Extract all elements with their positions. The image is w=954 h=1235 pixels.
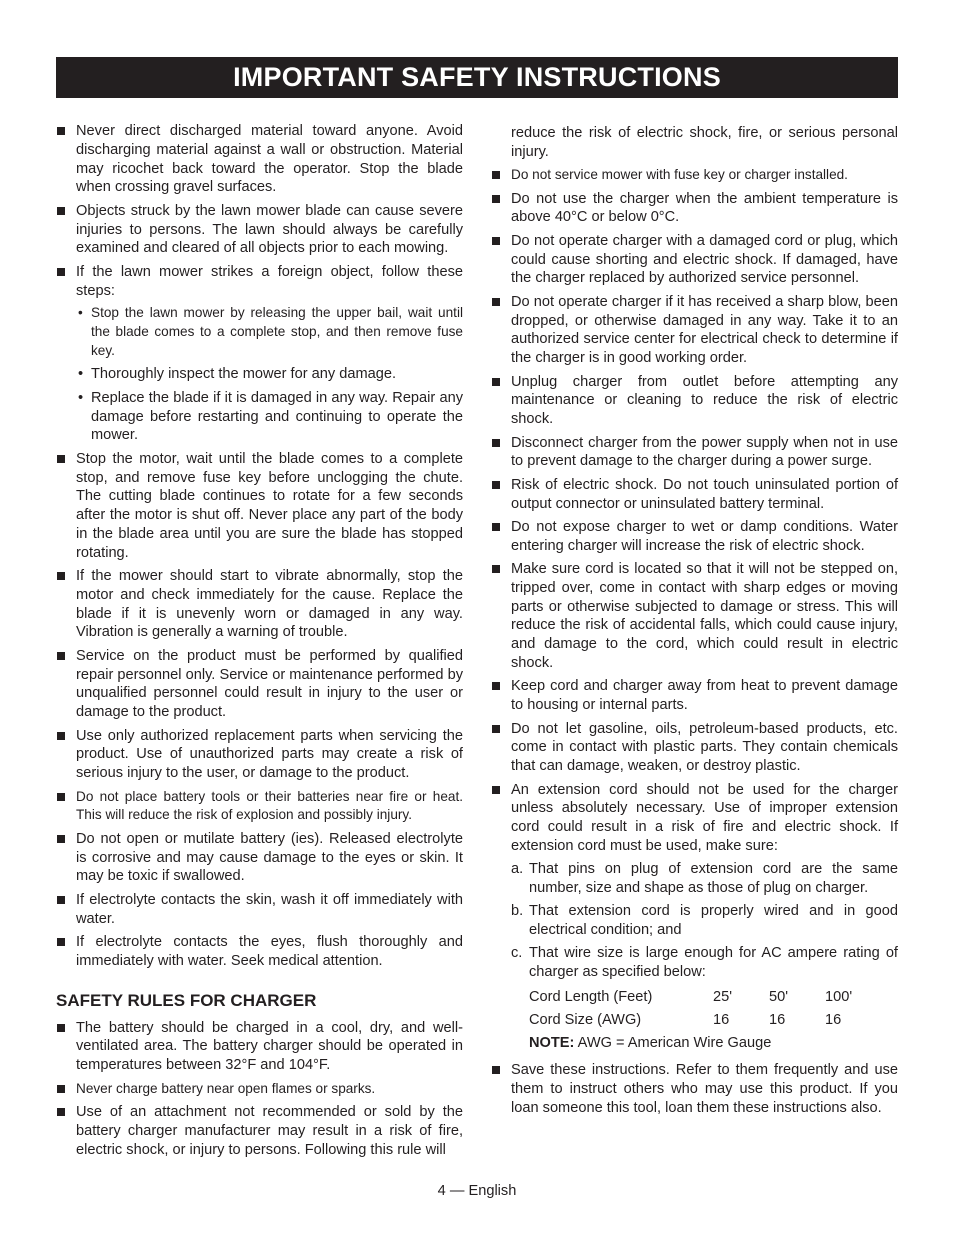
list-item: If electrolyte contacts the skin, wash it off immediately with water. bbox=[56, 891, 463, 929]
sub-list bbox=[76, 304, 463, 445]
list-item: If electrolyte contacts the eyes, flush thoroughly and immediately with water. Seek medical attention. bbox=[56, 933, 463, 971]
list-item: Keep cord and charger away from heat to prevent damage to housing or internal parts. bbox=[491, 677, 898, 715]
list-item: Stop the motor, wait until the blade comes to a complete stop, and remove fuse key before unclogging the chute. The cutting blade continues to rotate for a few seconds after the motor is shut off. Never place any part of the body in the blade area until you are sure the blade has stopped rotating. bbox=[56, 450, 463, 563]
list-item: Do not expose charger to wet or damp conditions. Water entering charger will increase the risk of electric shock. bbox=[491, 518, 898, 556]
list-item: Disconnect charger from the power supply when not in use to prevent damage to the charger during a power surge. bbox=[491, 434, 898, 472]
table-cell: Cord Size (AWG) bbox=[529, 1012, 642, 1029]
safety-list-left bbox=[56, 122, 463, 971]
charger-list-left bbox=[56, 1019, 463, 1160]
list-item-text: An extension cord should not be used for the charger unless absolutely necessary. Use of improper extension cord could result in a risk of fire and electric shock. If extension cord must be used, make sure: bbox=[511, 781, 898, 855]
table-cell: 16 bbox=[825, 1012, 842, 1029]
sub-list-item: • Stop the lawn mower by releasing the upper bail, wait until the blade comes to a complete stop, and then remove fuse key. bbox=[76, 304, 463, 360]
list-item: Do not use the charger when the ambient temperature is above 40°C or below 0°C. bbox=[491, 190, 898, 228]
table-cell: 100' bbox=[825, 989, 853, 1006]
list-item: Make sure cord is located so that it will not be stepped on, tripped over, come in contact with sharp edges or moving parts or otherwise subjected to damage or stress. This will reduce the risk of accidental falls, which could cause injury, and damage to the cord, which could result in electric shock. bbox=[491, 560, 898, 673]
note-text: AWG = American Wire Gauge bbox=[574, 1035, 772, 1052]
list-item: Never charge battery near open flames or sparks. bbox=[56, 1080, 463, 1099]
list-item: Do not let gasoline, oils, petroleum-based products, etc. come in contact with plastic parts. They contain chemicals that can damage, weaken, or destroy plastic. bbox=[491, 720, 898, 776]
sub-list-item bbox=[511, 902, 898, 940]
list-item: Risk of electric shock. Do not touch uninsulated portion of output connector or uninsulated battery terminal. bbox=[491, 476, 898, 514]
charger-list-right bbox=[491, 166, 898, 1117]
list-item: Never direct discharged material toward anyone. Avoid discharging material against a wall or obstruction. Material may ricochet back toward the operator. Stop the blade when crossing gravel surfaces. bbox=[56, 122, 463, 197]
sub-list-item bbox=[511, 944, 898, 982]
sub-list-text: That wire size is large enough for AC ampere rating of charger as specified below: bbox=[529, 945, 898, 980]
note-label: NOTE: bbox=[529, 1035, 575, 1052]
list-item: Do not service mower with fuse key or charger installed. bbox=[491, 166, 898, 185]
right-column bbox=[491, 124, 898, 1122]
page-title: IMPORTANT SAFETY INSTRUCTIONS bbox=[56, 57, 898, 98]
list-item: Save these instructions. Refer to them frequently and use them to instruct others who may use this product. If you loan someone this tool, loan them these instructions also. bbox=[491, 1061, 898, 1117]
sub-list-item: • Replace the blade if it is damaged in any way. Repair any damage before restarting and continuing to operate the mower. bbox=[76, 389, 463, 445]
sub-list-item: • Thoroughly inspect the mower for any damage. bbox=[76, 365, 463, 384]
sub-list-item bbox=[511, 860, 898, 898]
continued-text: reduce the risk of electric shock, fire, or serious personal injury. bbox=[511, 125, 898, 160]
sub-list-label: a. bbox=[511, 860, 524, 877]
cord-size-table bbox=[529, 986, 852, 1032]
list-item-text: If the lawn mower strikes a foreign object, follow these steps: bbox=[76, 263, 463, 299]
list-item: Do not open or mutilate battery (ies). Released electrolyte is corrosive and may cause damage to the eyes or skin. It may be toxic if swallowed. bbox=[56, 830, 463, 886]
list-item bbox=[491, 781, 898, 1054]
list-item: Objects struck by the lawn mower blade can cause severe injuries to persons. The lawn should always be carefully examined and cleared of all objects prior to each mowing. bbox=[56, 202, 463, 258]
table-cell: 16 bbox=[713, 1012, 730, 1029]
list-item: If the mower should start to vibrate abnormally, stop the motor and check immediately for the cause. Replace the blade if it is unevenly worn or damaged in any way. Vibration is generally a warning of trouble. bbox=[56, 567, 463, 642]
sub-list-text: That extension cord is properly wired and in good electrical condition; and bbox=[529, 903, 898, 938]
sub-list-label: b. bbox=[511, 903, 524, 919]
list-item: The battery should be charged in a cool, dry, and well-ventilated area. The battery charger should be operated in temperatures between 32°F and 104°F. bbox=[56, 1019, 463, 1075]
list-item: Unplug charger from outlet before attempting any maintenance or cleaning to reduce the risk of electric shock. bbox=[491, 373, 898, 429]
list-item: Do not operate charger with a damaged cord or plug, which could cause shorting and electric shock. If damaged, have the charger replaced by authorized service personnel. bbox=[491, 232, 898, 288]
table-cell: 16 bbox=[769, 1012, 786, 1029]
table-cell: 50' bbox=[769, 989, 789, 1006]
sub-list-text: That pins on plug of extension cord are the same number, size and shape as those of plug on charger. bbox=[529, 860, 898, 896]
table-row bbox=[529, 986, 852, 1009]
list-item: Use of an attachment not recommended or sold by the battery charger manufacturer may result in a risk of fire, electric shock, or injury to persons. Following this rule will bbox=[56, 1103, 463, 1159]
sub-list bbox=[511, 860, 898, 982]
list-item: Do not operate charger if it has received a sharp blow, been dropped, or otherwise damaged in any way. Take it to an authorized service center for electrical check to determine if the charger is in good working order. bbox=[491, 293, 898, 368]
list-item bbox=[56, 263, 463, 445]
left-column bbox=[56, 122, 463, 1164]
table-cell: Cord Length (Feet) bbox=[529, 989, 653, 1006]
page-footer: 4 — English bbox=[437, 1183, 517, 1199]
table-cell: 25' bbox=[713, 989, 733, 1006]
table-row bbox=[529, 1009, 852, 1032]
section-heading: SAFETY RULES FOR CHARGER bbox=[56, 990, 317, 1010]
sub-list-label: c. bbox=[511, 945, 523, 962]
note bbox=[529, 1034, 898, 1053]
list-item: Service on the product must be performed by qualified repair personnel only. Service or maintenance performed by unqualified personnel could result in injury to the user or damage to the product. bbox=[56, 647, 463, 722]
list-item: Use only authorized replacement parts when servicing the product. Use of unauthorized parts may create a risk of serious injury to the user, or damage to the product. bbox=[56, 727, 463, 783]
list-item: Do not place battery tools or their batteries near fire or heat. This will reduce the risk of explosion and possibly injury. bbox=[56, 788, 463, 826]
